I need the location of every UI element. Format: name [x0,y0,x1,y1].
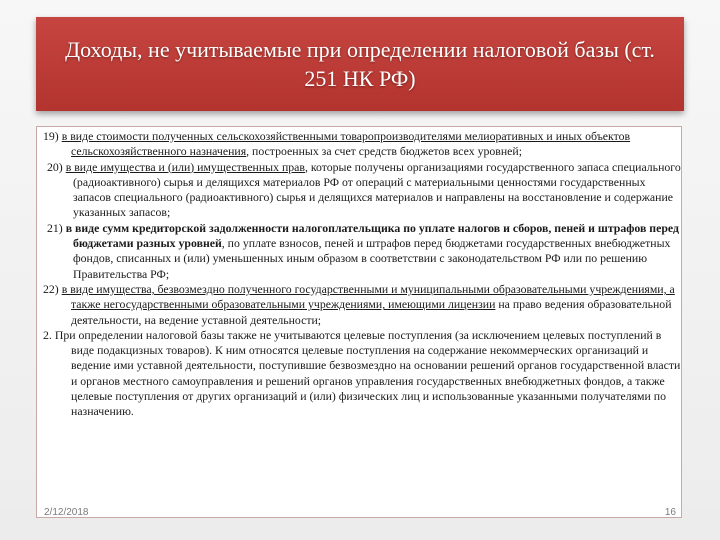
item-19-text: , построенных за счет средств бюджетов всех уровней; [246,144,523,159]
item-22-text: на право ведения образовательной деятельности, на ведение уставной деятельности; [71,297,672,327]
item-2 [43,328,683,420]
item-19-underlined: в виде стоимости полученных сельскохозяйственными товаропроизводителями мелиоративных и иных объектов сельскохозяйственного назначения [61,129,631,159]
item-2-text: При определении налоговой базы также не учитываются целевые поступления (за исключением целевых поступлений в виде подакцизных товаров). К ним относятся целевые поступления на содержание некоммерческих организаций и ведение ими уставной деятельности, поступившие безвозмездно на основании решений органов государственной власти и органов местного самоуправления и решений органов управления государственных внебюджетных фондов, а также целевые поступления от других организаций и (или) физических лиц и использованные указанными получателями по назначению. [54,327,681,419]
slide-date: 2/12/2018 [44,507,89,518]
item-22-number: 22) [43,281,59,296]
item-20-text: , которые получены организациями государственного запаса специального (радиоактивного) сырья и делящихся материалов РФ от операций с материальными ценностями государственных запасов специального (радиоактивного) сырья и делящихся материалов и направлены на восстановление и содержание указанных запасов; [73,159,681,220]
slide-page-number: 16 [664,507,676,518]
item-20-underlined: в виде имущества и (или) имущественных прав [65,159,305,174]
item-21 [43,221,683,282]
item-21-text: , по уплате взносов, пеней и штрафов перед бюджетами государственных внебюджетных фондов, списанных и (или) уменьшенных иным образом в соответствии с законодательством РФ или по решению Правительства РФ; [73,236,671,281]
item-20-number: 20) [47,159,63,174]
item-19 [43,129,683,160]
item-19-number: 19) [43,129,59,143]
item-2-number: 2. [43,327,52,342]
slide-title: Доходы, не учитываемые при определении налоговой базы (ст. 251 НК РФ) [65,37,655,91]
item-22-underlined: в виде имущества, безвозмездно полученного государственными и муниципальными образовательными учреждениями, а также негосударственными образовательными учреждениями, имеющими лицензии [61,281,675,312]
item-21-number: 21) [47,220,63,235]
item-22 [43,282,683,328]
title-banner [36,17,684,111]
item-20 [43,160,683,221]
item-21-bold: в виде сумм кредиторской задолженности налогоплательщика по уплате налогов и сборов, пеней и штрафов перед бюджетами разных уровней [65,220,679,251]
slide-body [43,129,683,420]
